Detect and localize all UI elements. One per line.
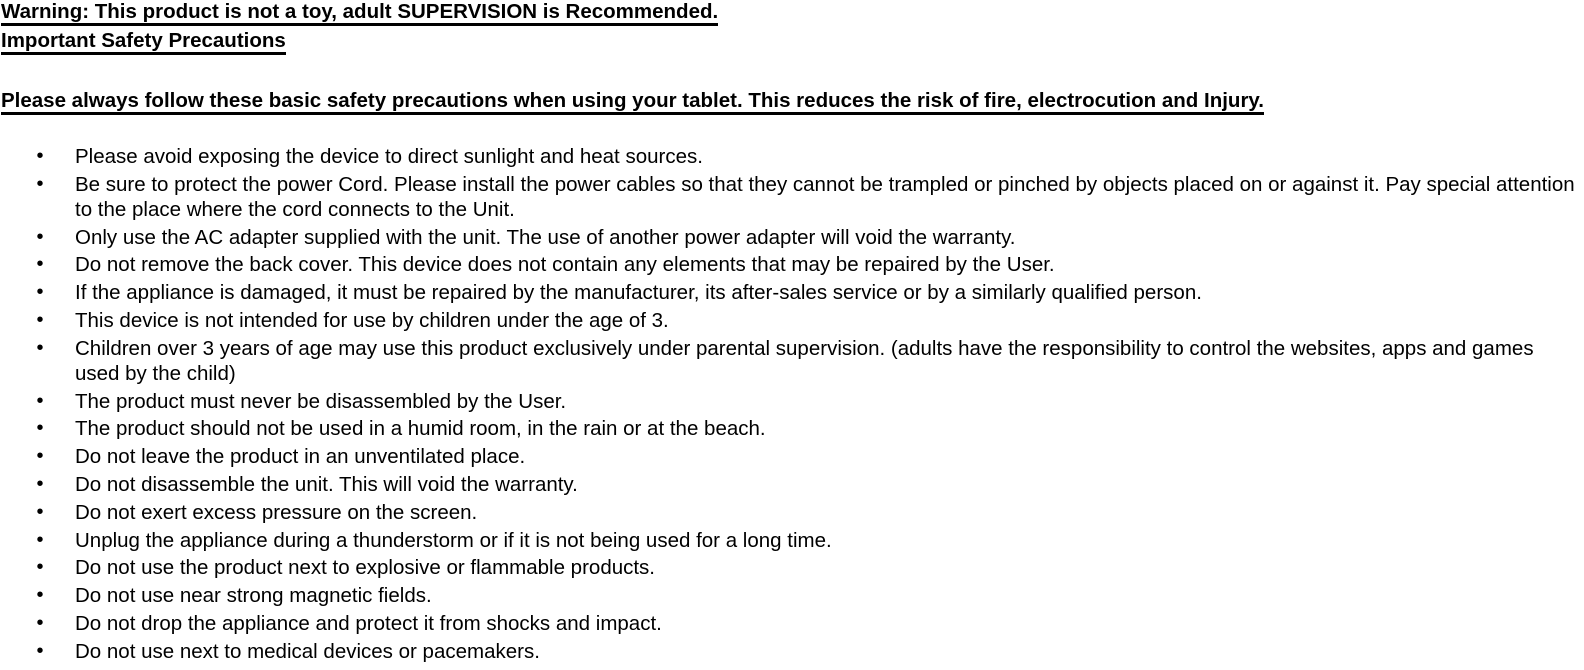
precaution-item [0,308,1584,333]
bullet-icon: • [36,472,44,495]
warning-text: Warning: This product is not a toy, adult SUPERVISION is Recommended. [1,2,718,26]
precaution-text: Do not leave the product in an unventilated place. [75,445,526,469]
bullet-icon: • [36,389,44,412]
bullet-icon: • [36,336,44,359]
precaution-item [0,172,1584,222]
instruction-heading [1,89,1264,115]
bullet-icon: • [36,308,44,331]
section-title [1,29,286,55]
precaution-item [0,555,1584,580]
bullet-icon: • [36,253,44,276]
bullet-icon: • [36,281,44,304]
precaution-text: Do not use near strong magnetic fields. [75,584,432,608]
precaution-text: Do not exert excess pressure on the screen. [75,500,478,524]
precaution-text: The product must never be disassembled by the User. [75,389,567,413]
precaution-item [0,500,1584,525]
precaution-text: Do not use next to medical devices or pacemakers. [75,639,540,663]
bullet-icon: • [36,225,44,248]
warning-heading [1,0,718,26]
instruction-text: Please always follow these basic safety precautions when using your tablet. This reduces the risk of fire, electrocution and Injury. [1,91,1264,115]
precaution-item [0,252,1584,277]
precaution-item [0,144,1584,169]
bullet-icon: • [36,639,44,662]
bullet-icon: • [36,445,44,468]
bullet-icon: • [36,556,44,579]
precaution-item [0,336,1584,386]
precaution-text: If the appliance is damaged, it must be repaired by the manufacturer, its after-sales service or by a similarly qualified person. [75,281,1202,305]
precaution-text: Unplug the appliance during a thunderstorm or if it is not being used for a long time. [75,528,832,552]
precaution-text: Be sure to protect the power Cord. Please install the power cables so that they cannot be trampled or pinched by objects placed on or against it. Pay special attention to the place where the cord connects to the Unit. [75,172,1575,221]
precaution-item [0,416,1584,441]
precaution-item [0,528,1584,553]
precaution-item [0,225,1584,250]
bullet-icon: • [36,611,44,634]
precaution-text: Only use the AC adapter supplied with the unit. The use of another power adapter will void the warranty. [75,225,1016,249]
bullet-icon: • [36,528,44,551]
bullet-icon: • [36,584,44,607]
precaution-item [0,444,1584,469]
precaution-text: Do not drop the appliance and protect it from shocks and impact. [75,611,662,635]
precaution-text: Do not disassemble the unit. This will void the warranty. [75,472,578,496]
precaution-text: Do not remove the back cover. This device does not contain any elements that may be repaired by the User. [75,253,1055,277]
precaution-item [0,280,1584,305]
precaution-text: Children over 3 years of age may use this product exclusively under parental supervision. (adults have the responsibility to control the websites, apps and games used by the child) [75,336,1534,385]
bullet-icon: • [36,500,44,523]
section-title-text: Important Safety Precautions [1,31,286,55]
precaution-text: Please avoid exposing the device to direct sunlight and heat sources. [75,145,703,168]
bullet-icon: • [36,417,44,440]
precaution-item [0,611,1584,636]
precaution-text: This device is not intended for use by children under the age of 3. [75,308,669,332]
precaution-text: Do not use the product next to explosive or flammable products. [75,556,656,580]
precautions-list [0,144,1584,667]
precaution-item [0,639,1584,664]
precaution-item [0,472,1584,497]
bullet-icon: • [36,145,44,167]
precaution-text: The product should not be used in a humid room, in the rain or at the beach. [75,417,766,441]
precaution-item [0,583,1584,608]
precaution-item [0,389,1584,414]
bullet-icon: • [36,172,44,195]
